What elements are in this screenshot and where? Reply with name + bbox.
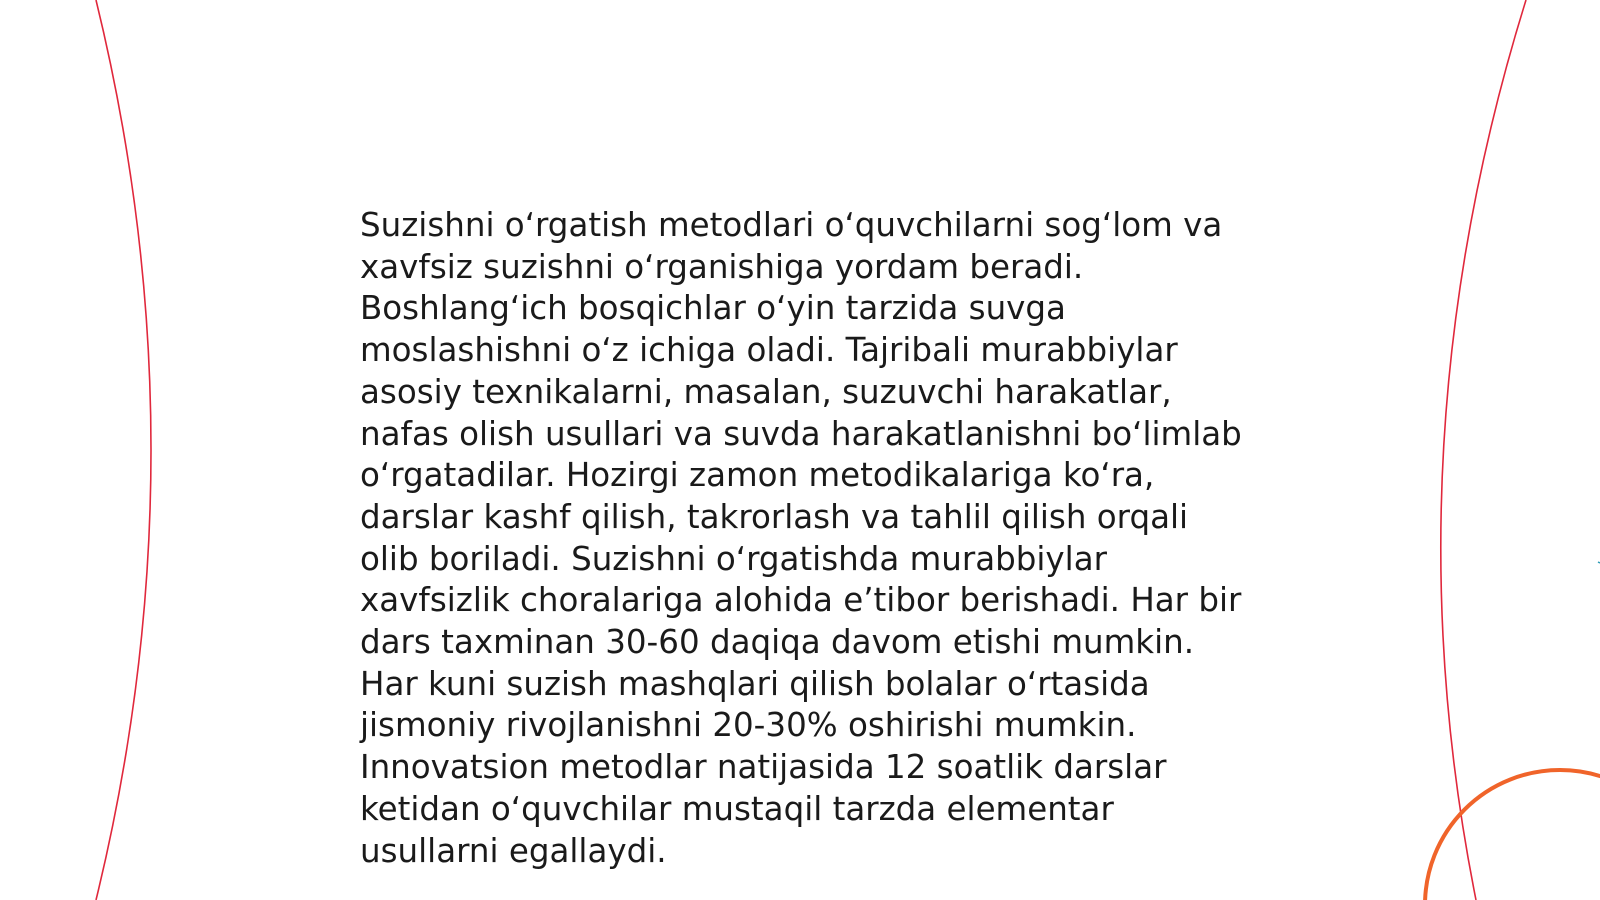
- slide-body-text: Suzishni o‘rgatish metodlari o‘quvchilarni sog‘lom va xavfsiz suzishni o‘rganishiga yordam beradi. Boshlang‘ich bosqichlar o‘yin tarzida suvga moslashishni o‘z ichiga oladi. Tajribali murabbiylar asosiy texnikalarni, masalan, suzuvchi harakatlar, nafas olish usullari va suvda harakatlanishni bo‘limlab o‘rgatadilar. Hozirgi zamon metodikalariga ko‘ra, darslar kashf qilish, takrorlash va tahlil qilish orqali olib boriladi. Suzishni o‘rgatishda murabbiylar xavfsizlik choralariga alohida e’tibor berishadi. Har bir dars taxminan 30-60 daqiqa davom etishi mumkin. Har kuni suzish mashqlari qilish bolalar o‘rtasida jismoniy rivojlanishni 20-30% oshirishi mumkin. Innovatsion metodlar natijasida 12 soatlik darslar ketidan o‘quvchilar mustaqil tarzda elementar usullarni egallaydi.: [360, 206, 1242, 870]
- right-decorative-curve: [1441, 0, 1526, 900]
- orange-decorative-circle: [1425, 770, 1600, 900]
- left-decorative-curve: [96, 0, 151, 900]
